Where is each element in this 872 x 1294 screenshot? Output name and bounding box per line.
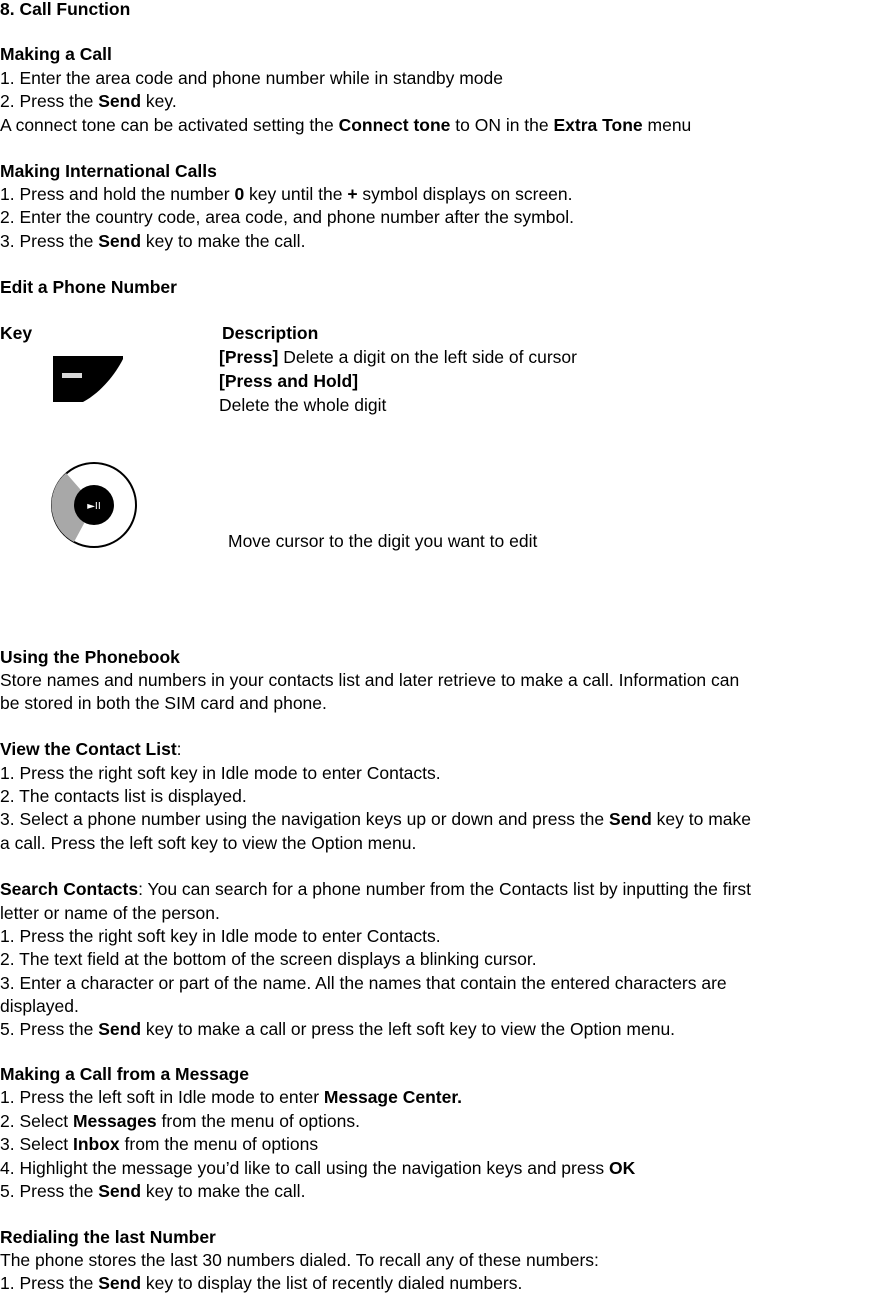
text: Delete a digit on the left side of cursor bbox=[278, 347, 577, 367]
text: menu bbox=[642, 115, 692, 135]
play-pause-icon: ►II bbox=[87, 501, 101, 512]
send-key-label: Send bbox=[609, 809, 652, 829]
text: A connect tone can be activated setting the bbox=[0, 115, 339, 135]
section-heading-from-message: Making a Call from a Message bbox=[0, 1064, 249, 1084]
column-header-description: Description bbox=[222, 323, 319, 343]
send-key-label: Send bbox=[98, 91, 142, 111]
from-message-step-4 bbox=[0, 1157, 635, 1179]
view-list-step-2: 2. The contacts list is displayed. bbox=[0, 786, 247, 806]
text: 2. Select bbox=[0, 1111, 73, 1131]
making-call-note bbox=[0, 114, 691, 136]
text: key until the bbox=[244, 184, 348, 204]
redial-intro: The phone stores the last 30 numbers dialed. To recall any of these numbers: bbox=[0, 1250, 599, 1270]
text: 2. Press the bbox=[0, 91, 99, 111]
text: key to make bbox=[651, 809, 752, 829]
from-message-step-1 bbox=[0, 1086, 462, 1108]
text: 5. Press the bbox=[0, 1019, 99, 1039]
text: 3. Select bbox=[0, 1134, 73, 1154]
navigation-key-icon bbox=[50, 461, 138, 549]
section-heading-international: Making International Calls bbox=[0, 161, 217, 181]
redial-step-1 bbox=[0, 1272, 522, 1294]
plus-symbol-label: + bbox=[347, 184, 358, 204]
text: key to make the call. bbox=[141, 231, 306, 251]
text: 1. Press and hold the number bbox=[0, 184, 235, 204]
clear-key-hold-desc: Delete the whole digit bbox=[219, 395, 387, 415]
text: 5. Press the bbox=[0, 1181, 99, 1201]
section-heading-view-list bbox=[0, 738, 182, 760]
text: 4. Highlight the message you’d like to call using the navigation keys and press bbox=[0, 1158, 609, 1178]
search-contacts-intro bbox=[0, 878, 751, 900]
from-message-step-3 bbox=[0, 1133, 318, 1155]
ok-key-label: OK bbox=[608, 1158, 636, 1178]
view-list-step-3 bbox=[0, 808, 751, 830]
making-call-step-2 bbox=[0, 90, 177, 112]
view-list-step-3-cont: a call. Press the left soft key to view the Option menu. bbox=[0, 833, 417, 853]
section-heading-edit: Edit a Phone Number bbox=[0, 277, 177, 297]
section-heading-redial: Redialing the last Number bbox=[0, 1227, 216, 1247]
from-message-step-2 bbox=[0, 1110, 360, 1132]
inbox-label: Inbox bbox=[72, 1134, 120, 1154]
column-header-key: Key bbox=[0, 323, 33, 343]
clear-key-hold-label: [Press and Hold] bbox=[219, 371, 359, 391]
send-key-label: Send bbox=[98, 1019, 142, 1039]
section-heading-phonebook: Using the Phonebook bbox=[0, 647, 180, 667]
text: 1. Press the bbox=[0, 1273, 99, 1293]
clear-key-icon bbox=[50, 353, 124, 403]
search-contacts-intro-cont: letter or name of the person. bbox=[0, 903, 220, 923]
from-message-step-5 bbox=[0, 1180, 305, 1202]
zero-key-label: 0 bbox=[234, 184, 245, 204]
press-label: [Press] bbox=[219, 347, 279, 367]
search-step-3-cont: displayed. bbox=[0, 996, 79, 1016]
text: : You can search for a phone number from the Contacts list by inputting the first bbox=[138, 879, 751, 899]
heading-text: View the Contact List bbox=[0, 739, 177, 759]
text: to ON in the bbox=[450, 115, 554, 135]
phonebook-intro-line-2: be stored in both the SIM card and phone. bbox=[0, 693, 327, 713]
making-call-step-1: 1. Enter the area code and phone number while in standby mode bbox=[0, 68, 503, 88]
text: from the menu of options bbox=[119, 1134, 319, 1154]
send-key-label: Send bbox=[98, 1181, 142, 1201]
connect-tone-label: Connect tone bbox=[338, 115, 451, 135]
international-step-2: 2. Enter the country code, area code, and phone number after the symbol. bbox=[0, 207, 574, 227]
text: 3. Select a phone number using the navigation keys up or down and press the bbox=[0, 809, 610, 829]
navigation-key-desc: Move cursor to the digit you want to edit bbox=[228, 531, 538, 551]
page-title: 8. Call Function bbox=[0, 0, 131, 19]
text: key to make the call. bbox=[141, 1181, 306, 1201]
clear-key-press-desc bbox=[219, 346, 577, 368]
phonebook-intro-line-1: Store names and numbers in your contacts list and later retrieve to make a call. Information can bbox=[0, 670, 740, 690]
search-step-2: 2. The text field at the bottom of the screen displays a blinking cursor. bbox=[0, 949, 537, 969]
message-center-label: Message Center. bbox=[323, 1087, 463, 1107]
text: 3. Press the bbox=[0, 231, 99, 251]
messages-label: Messages bbox=[72, 1111, 157, 1131]
text: key to display the list of recently dialed numbers. bbox=[141, 1273, 523, 1293]
section-heading-making-call: Making a Call bbox=[0, 44, 112, 64]
search-step-5 bbox=[0, 1018, 675, 1040]
send-key-label: Send bbox=[98, 1273, 142, 1293]
text: 1. Press the left soft in Idle mode to enter bbox=[0, 1087, 324, 1107]
send-key-label: Send bbox=[98, 231, 142, 251]
view-list-step-1: 1. Press the right soft key in Idle mode to enter Contacts. bbox=[0, 763, 441, 783]
search-step-3: 3. Enter a character or part of the name. All the names that contain the entered characters are bbox=[0, 973, 727, 993]
international-step-3 bbox=[0, 230, 305, 252]
text: from the menu of options. bbox=[156, 1111, 360, 1131]
text: key to make a call or press the left soft key to view the Option menu. bbox=[141, 1019, 676, 1039]
heading-text: Search Contacts bbox=[0, 879, 139, 899]
text: key. bbox=[141, 91, 177, 111]
search-step-1: 1. Press the right soft key in Idle mode to enter Contacts. bbox=[0, 926, 441, 946]
international-step-1 bbox=[0, 183, 573, 205]
extra-tone-label: Extra Tone bbox=[553, 115, 643, 135]
text: symbol displays on screen. bbox=[357, 184, 573, 204]
text: : bbox=[176, 739, 182, 759]
